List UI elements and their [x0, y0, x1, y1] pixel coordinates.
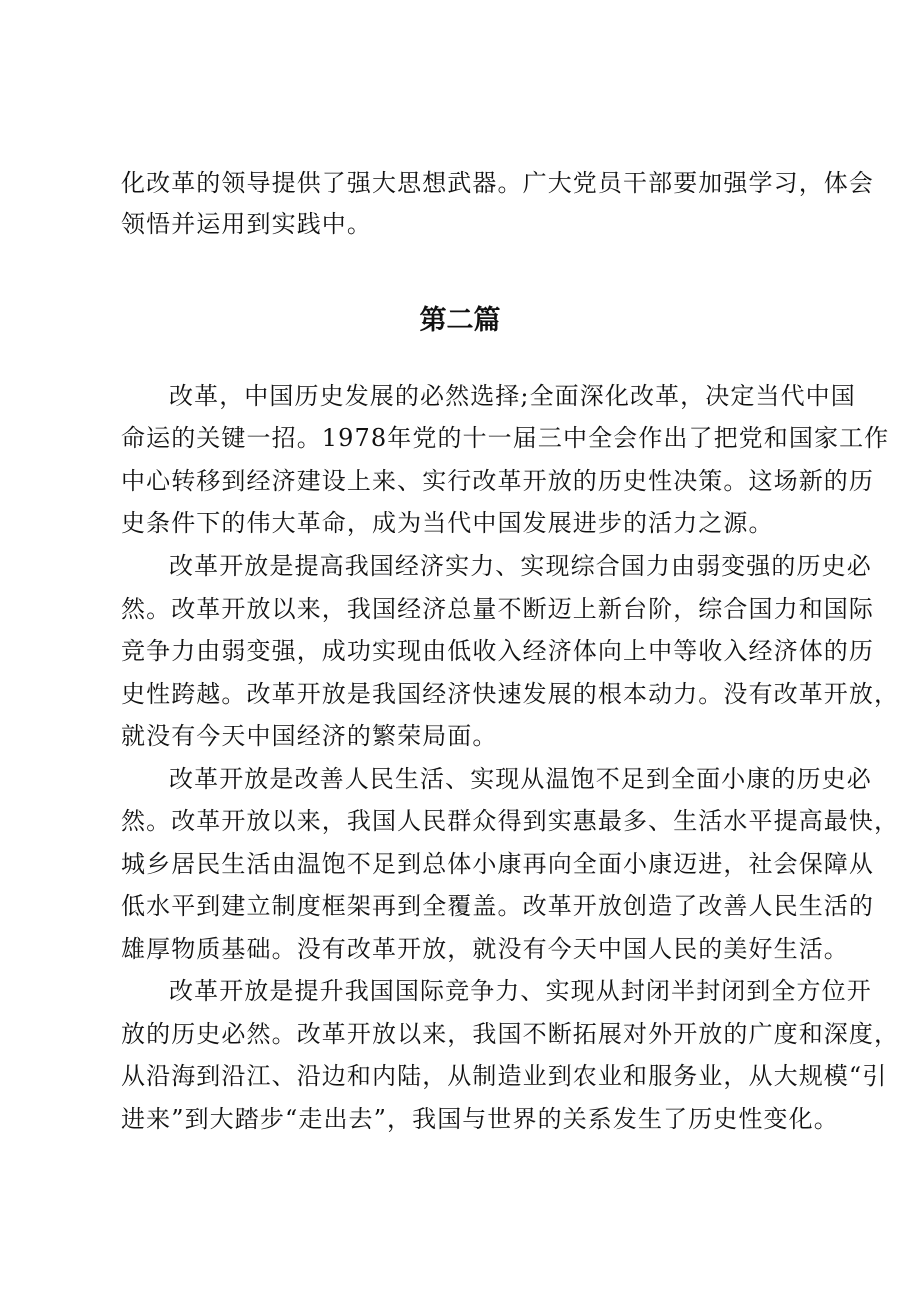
paragraph-2-line: 改革开放是提高我国经济实力、实现综合国力由弱变强的历史必: [169, 552, 872, 580]
text-line: 领悟并运用到实践中。: [121, 210, 372, 238]
section-heading: 第二篇: [419, 305, 501, 336]
paragraph-2-line: 然。改革开放以来，我国经济总量不断迈上新台阶，综合国力和国际: [121, 595, 874, 623]
text-line: 化改革的领导提供了强大思想武器。广大党员干部要加强学习，体会: [121, 169, 874, 197]
paragraph-3-line: 城乡居民生活由温饱不足到总体小康再向全面小康迈进，社会保障从: [121, 850, 874, 878]
paragraph-1-line: 改革，中国历史发展的必然选择;全面深化改革，决定当代中国: [169, 382, 856, 410]
paragraph-2-line: 史性跨越。改革开放是我国经济快速发展的根本动力。没有改革开放，: [121, 680, 900, 708]
paragraph-2-line: 就没有今天中国经济的繁荣局面。: [121, 722, 498, 750]
paragraph-4-line: 进来”到大踏步“走出去”，我国与世界的关系发生了历史性变化。: [121, 1105, 839, 1133]
paragraph-2-line: 竞争力由弱变强，成功实现由低收入经济体向上中等收入经济体的历: [121, 637, 874, 665]
paragraph-3-line: 然。改革开放以来，我国人民群众得到实惠最多、生活水平提高最快，: [121, 807, 900, 835]
paragraph-3-line: 低水平到建立制度框架再到全覆盖。改革开放创造了改善人民生活的: [121, 892, 874, 920]
paragraph-1-line: 中心转移到经济建设上来、实行改革开放的历史性决策。这场新的历: [121, 467, 874, 495]
paragraph-1-line: 史条件下的伟大革命，成为当代中国发展进步的活力之源。: [121, 509, 774, 537]
paragraph-4-line: 改革开放是提升我国国际竞争力、实现从封闭半封闭到全方位开: [169, 977, 872, 1005]
paragraph-4-line: 从沿海到沿江、沿边和内陆，从制造业到农业和服务业，从大规模“引: [121, 1062, 888, 1090]
paragraph-3-line: 改革开放是改善人民生活、实现从温饱不足到全面小康的历史必: [169, 765, 872, 793]
paragraph-4-line: 放的历史必然。改革开放以来，我国不断拓展对外开放的广度和深度，: [121, 1020, 900, 1048]
paragraph-1-line: 命运的关键一招。1978年党的十一届三中全会作出了把党和国家工作: [121, 424, 890, 452]
paragraph-3-line: 雄厚物质基础。没有改革开放，就没有今天中国人民的美好生活。: [121, 935, 849, 963]
